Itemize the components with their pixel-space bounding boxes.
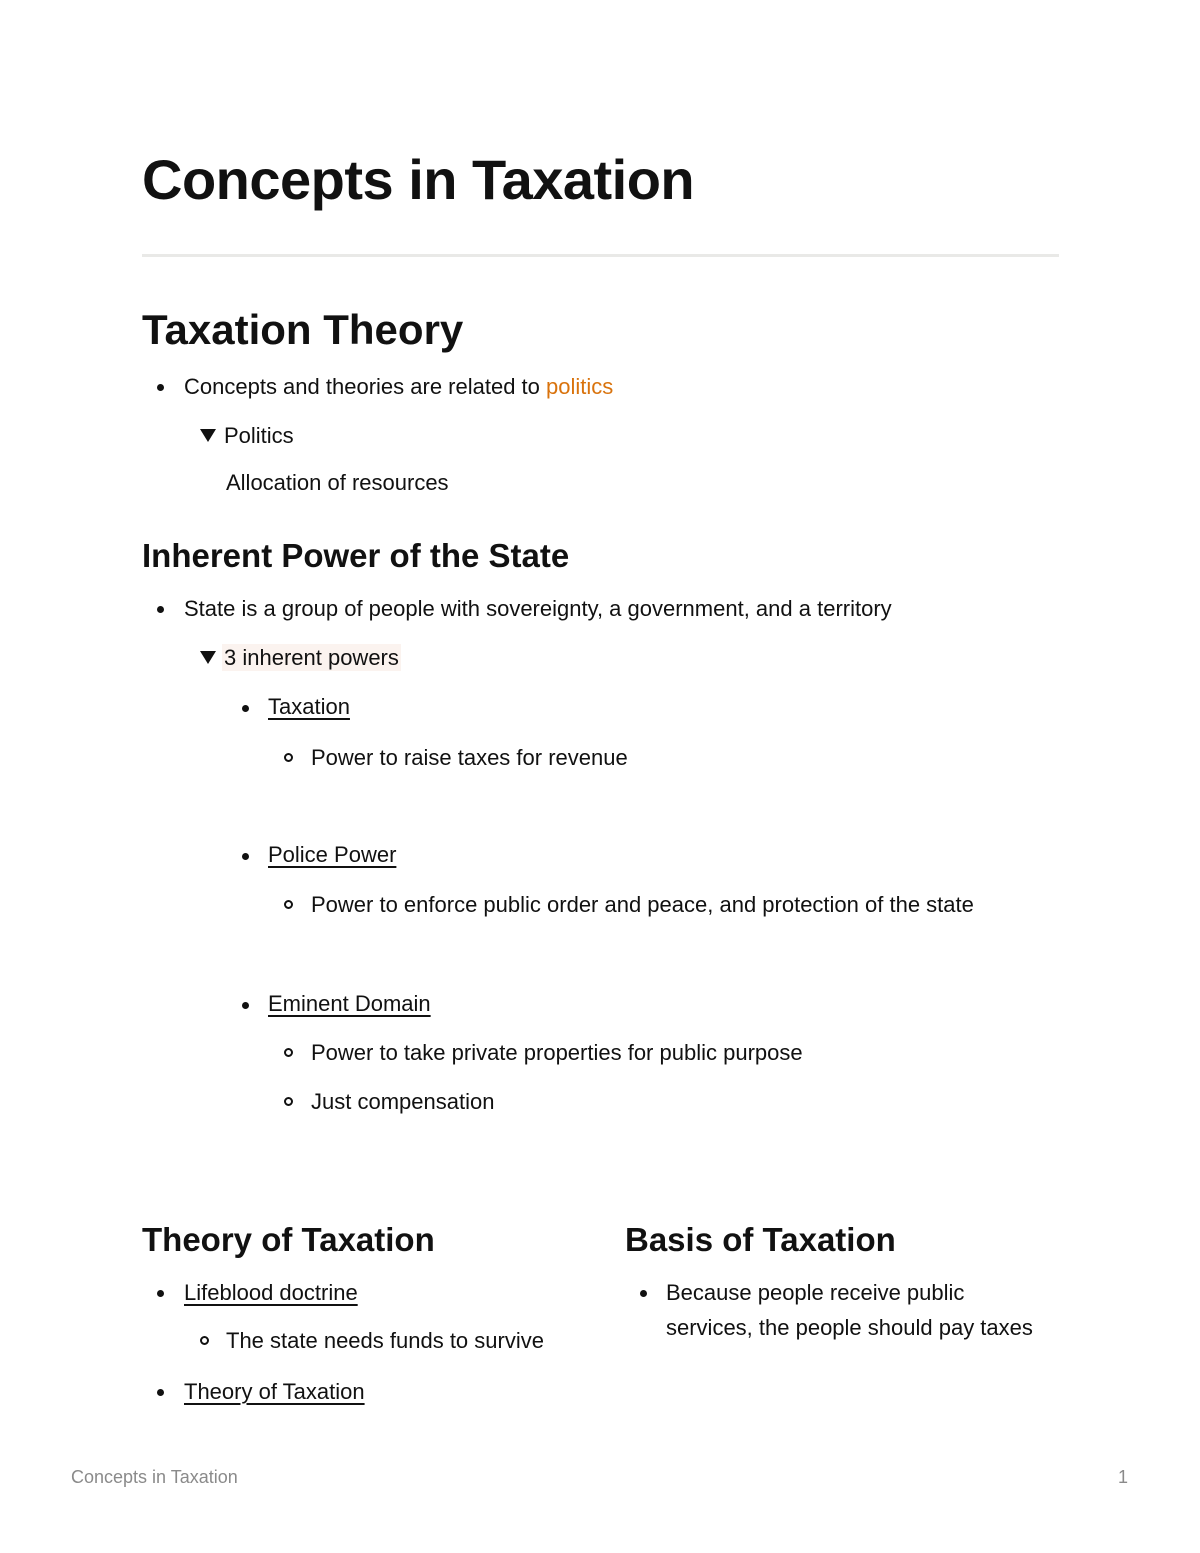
power-detail: Power to take private properties for public purpose bbox=[311, 1040, 803, 1065]
bullet-icon bbox=[157, 606, 164, 613]
theory-of-taxation-label: Theory of Taxation bbox=[184, 1379, 365, 1404]
bullet-icon bbox=[640, 1290, 647, 1297]
toggle-triangle-icon[interactable] bbox=[200, 429, 216, 442]
sub-bullet-icon bbox=[284, 753, 293, 762]
list-item-text: Concepts and theories are related to bbox=[184, 374, 547, 399]
power-detail: Just compensation bbox=[311, 1089, 495, 1114]
list-item: State is a group of people with sovereignty, a government, and a territory bbox=[184, 596, 892, 621]
heading-theory-of-taxation: Theory of Taxation bbox=[142, 1221, 435, 1258]
sub-bullet-icon bbox=[284, 900, 293, 909]
basis-text-line-1: Because people receive public bbox=[666, 1280, 965, 1305]
footer-title: Concepts in Taxation bbox=[71, 1467, 238, 1487]
page-title: Concepts in Taxation bbox=[142, 148, 695, 211]
bullet-icon bbox=[242, 853, 249, 860]
toggle-inherent-powers-label[interactable] bbox=[222, 643, 401, 673]
heading-basis-of-taxation: Basis of Taxation bbox=[625, 1221, 896, 1258]
power-eminent-domain-label: Eminent Domain bbox=[268, 991, 431, 1016]
highlighted-text: 3 inherent powers bbox=[224, 645, 399, 670]
bullet-icon bbox=[157, 1290, 164, 1297]
title-divider bbox=[142, 254, 1059, 257]
heading-inherent-power: Inherent Power of the State bbox=[142, 537, 570, 574]
lifeblood-doctrine-label: Lifeblood doctrine bbox=[184, 1280, 358, 1305]
toggle-politics-label[interactable]: Politics bbox=[224, 423, 294, 448]
list-item bbox=[184, 372, 613, 402]
heading-taxation-theory: Taxation Theory bbox=[142, 306, 464, 353]
basis-text-line-2: services, the people should pay taxes bbox=[666, 1315, 1033, 1340]
footer-page-number: 1 bbox=[1118, 1467, 1129, 1487]
sub-bullet-icon bbox=[200, 1336, 209, 1345]
toggle-triangle-icon[interactable] bbox=[200, 651, 216, 664]
bullet-icon bbox=[242, 705, 249, 712]
bullet-icon bbox=[157, 384, 164, 391]
toggle-politics-body: Allocation of resources bbox=[226, 470, 449, 495]
power-detail: Power to raise taxes for revenue bbox=[311, 745, 628, 770]
power-police-label: Police Power bbox=[268, 842, 397, 867]
politics-link[interactable]: politics bbox=[546, 374, 614, 399]
sub-bullet-icon bbox=[284, 1097, 293, 1106]
lifeblood-detail: The state needs funds to survive bbox=[226, 1328, 544, 1353]
bullet-icon bbox=[157, 1389, 164, 1396]
sub-bullet-icon bbox=[284, 1048, 293, 1057]
power-detail: Power to enforce public order and peace, and protection of the state bbox=[311, 892, 974, 917]
bullet-icon bbox=[242, 1002, 249, 1009]
power-taxation-label: Taxation bbox=[268, 694, 350, 719]
